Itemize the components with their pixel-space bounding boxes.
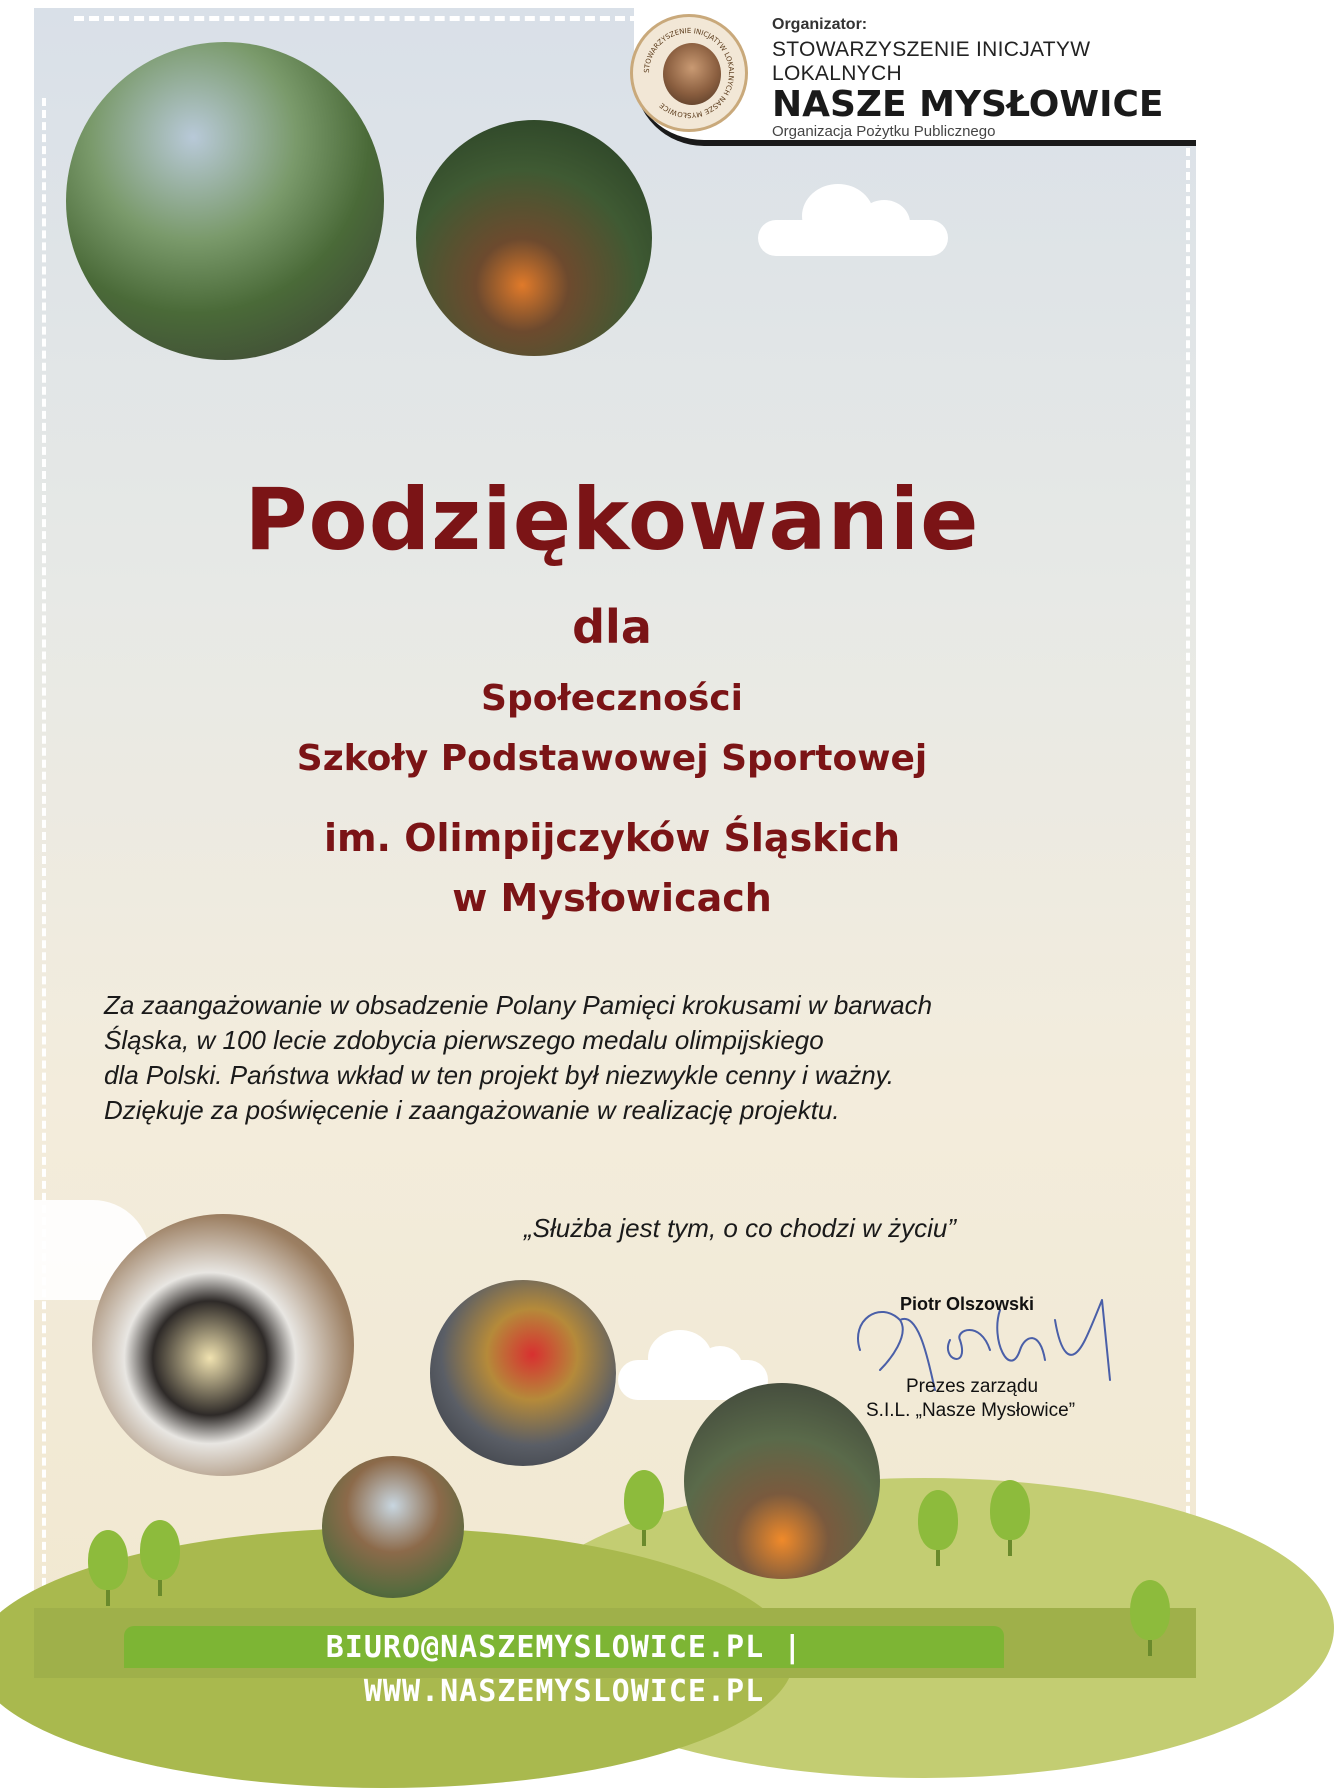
event-photo-firefighter (430, 1280, 616, 1466)
event-photo-bonfire (416, 120, 652, 356)
body-line: Za zaangażowanie w obsadzenie Polany Pamięci krokusami w barwach (104, 990, 933, 1020)
event-photo-food (92, 1214, 354, 1476)
cloud-decoration (758, 220, 948, 256)
event-photo-group (322, 1456, 464, 1598)
body-line: Śląska, w 100 lecie zdobycia pierwszego medalu olimpijskiego (104, 1025, 824, 1055)
recipient-line-4: w Mysłowicach (452, 876, 772, 920)
certificate-title: Podziękowanie (244, 470, 980, 570)
organizer-logo (630, 14, 748, 132)
signer-name: Piotr Olszowski (900, 1294, 1035, 1314)
organizer-name-line2: NASZE MYSŁOWICE (772, 84, 1164, 125)
organizer-text (772, 16, 1224, 140)
certificate-for: dla (572, 600, 652, 654)
body-line: Dziękuje za poświęcenie i zaangażowanie w realizację projektu. (104, 1095, 840, 1125)
svg-text:STOWARZYSZENIE INICJATYW LOKAL: STOWARZYSZENIE INICJATYW LOKALNYCH NASZE MYSŁOWICE (642, 26, 736, 120)
body-line: dla Polski. Państwa wkład w ten projekt był niezwykle cenny i ważny. (104, 1060, 894, 1090)
signer-organization: S.I.L. „Nasze Mysłowice” (866, 1400, 1076, 1421)
logo-portrait-icon (663, 43, 721, 105)
recipient-line-1: Społeczności (481, 678, 743, 719)
certificate-body (104, 988, 1104, 1128)
recipient-line-3: im. Olimpijczyków Śląskich (323, 816, 901, 860)
recipient-line-2: Szkoły Podstawowej Sportowej (296, 738, 928, 779)
event-photo-crowd (66, 42, 384, 360)
organizer-name-line1: STOWARZYSZENIE INICJATYW LOKALNYCH (772, 38, 1091, 85)
contact-banner: BIURO@NASZEMYSLOWICE.PL | WWW.NASZEMYSLOWICE.PL (124, 1626, 1004, 1668)
organizer-label: Organizator: (772, 16, 868, 33)
organizer-status: Organizacja Pożytku Publicznego (772, 123, 996, 140)
motto-quote: „Służba jest tym, o co chodzi w życiu” (524, 1213, 957, 1243)
signer-role: Prezes zarządu (906, 1376, 1039, 1397)
